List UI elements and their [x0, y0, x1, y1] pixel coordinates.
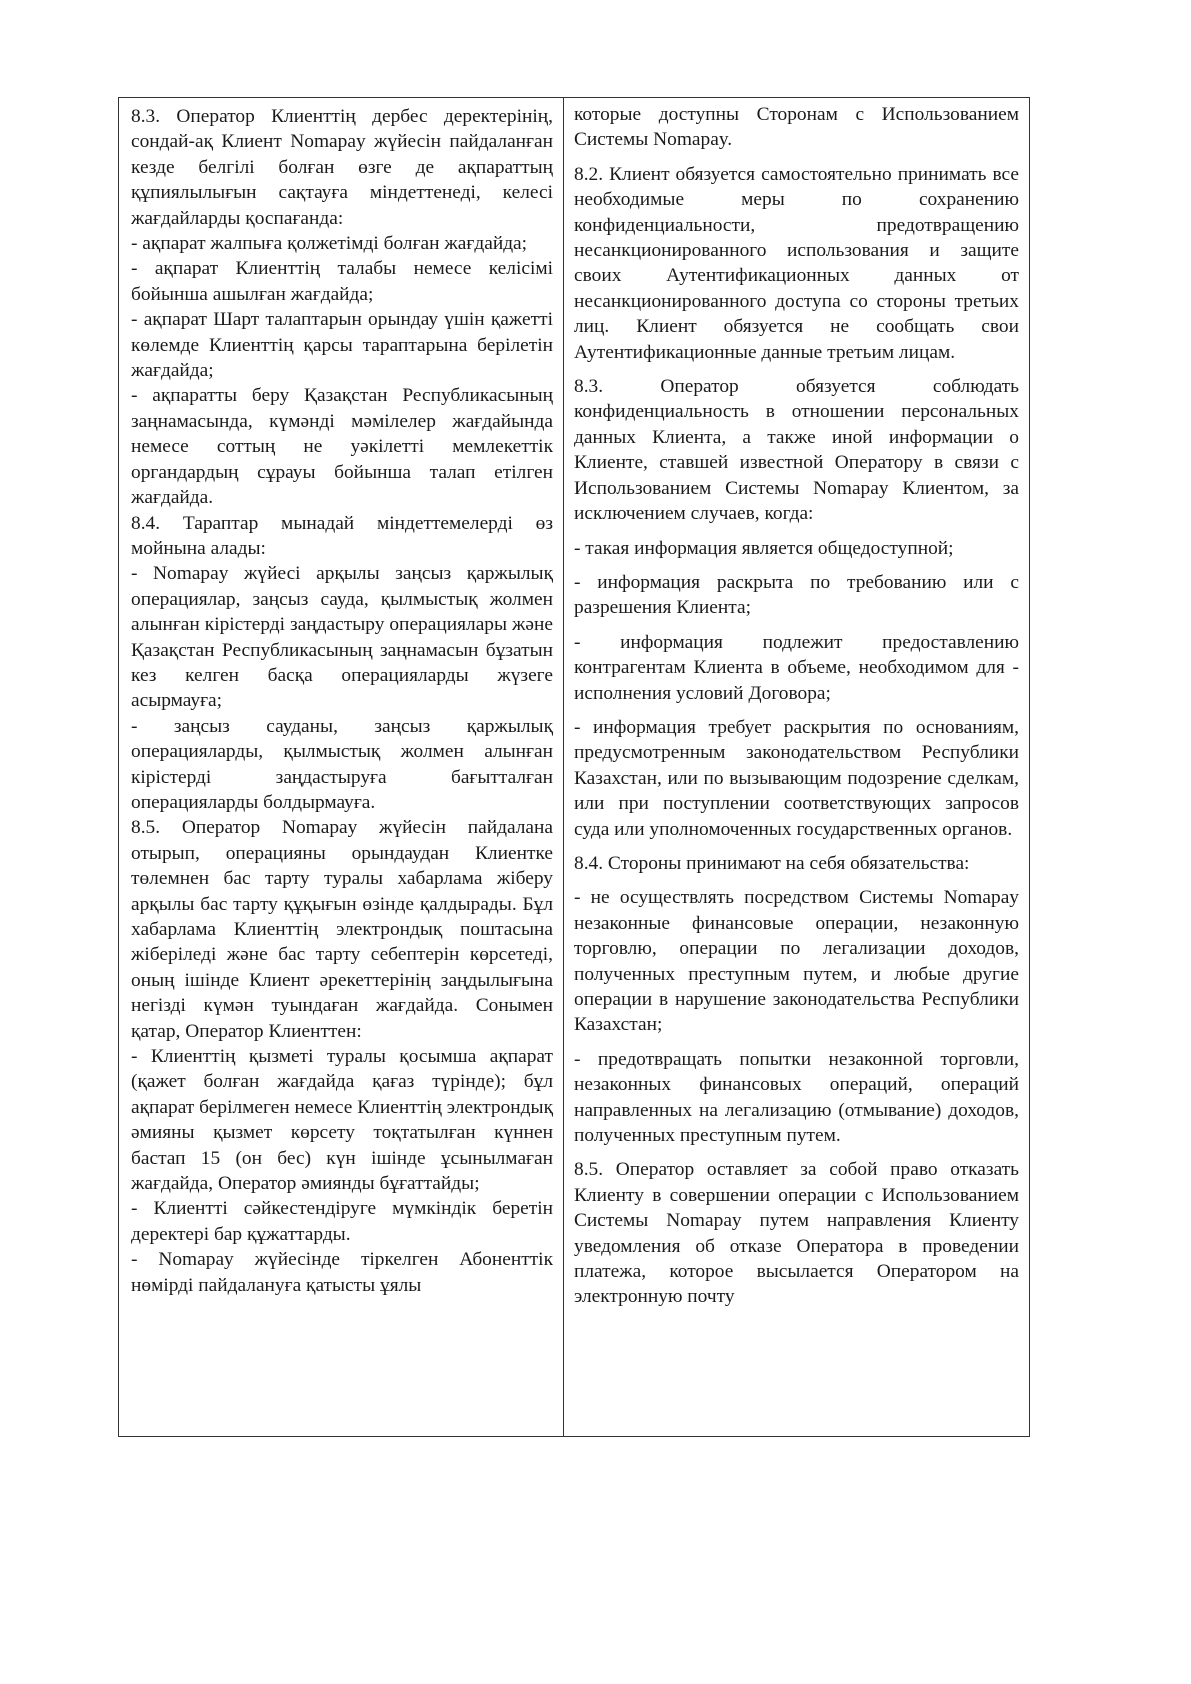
paragraph: - ақпарат Шарт талаптарын орындау үшін қажетті көлемде Клиенттің қарсы тараптарына берілетін жағдайда; [131, 309, 553, 382]
paragraph: - ақпаратты беру Қазақстан Республикасының заңнамасында, күмәнді мәмілелер жағдайында немесе соттың не уәкілетті мемлекеттік органдардың сұрауы бойынша талап етілген жағдайда. [131, 385, 553, 509]
paragraph: 8.2. Клиент обязуется самостоятельно принимать все необходимые меры по сохранению конфиденциальности, предотвращению несанкционированного использования и защите своих Аутентификационных данных от несанкционированного доступа со стороны третьих лиц. Клиент обязуется не сообщать свои Аутентификационные данные третьим лицам. [574, 163, 1019, 363]
paragraph: 8.5. Оператор оставляет за собой право отказать Клиенту в совершении операции с Использованием Системы Nomapay путем направления Клиенту уведомления об отказе Оператора в проведении платежа, которое высылается Оператором на электронную почту [574, 1159, 1019, 1308]
two-column-table [118, 97, 1030, 1437]
paragraph: - информация раскрыта по требованию или с разрешения Клиента; [574, 571, 1019, 619]
paragraph: 8.4. Стороны принимают на себя обязательства: [574, 852, 970, 874]
paragraph: - ақпарат Клиенттің талабы немесе келісімі бойынша ашылған жағдайда; [131, 258, 553, 305]
paragraph: 8.4. Тараптар мынадай міндеттемелерді өз мойнына алады: [131, 512, 553, 559]
paragraph: - Клиентті сәйкестендіруге мүмкіндік беретін деректері бар құжаттарды. [131, 1198, 553, 1245]
paragraph: - предотвращать попытки незаконной торговли, незаконных финансовых операций, операций направленных на легализацию (отмывание) доходов, полученных преступным путем. [574, 1048, 1019, 1147]
paragraph: которые доступны Сторонам с Использованием Системы Nomapay. [574, 104, 1019, 151]
paragraph: 8.3. Оператор обязуется соблюдать конфиденциальность в отношении персональных данных Клиента, а также иной информации о Клиенте, ставшей известной Оператору в связи с Использованием Системы Nomapay Клиентом, за исключением случаев, когда: [574, 376, 1019, 525]
paragraph: - заңсыз сауданы, заңсыз қаржылық операцияларды, қылмыстық жолмен алынған кірістерді заңдастыруға бағытталған операцияларды болдырмауға. [131, 715, 553, 813]
paragraph: - ақпарат жалпыға қолжетімді болған жағдайда; [131, 233, 528, 255]
paragraph: - такая информация является общедоступной; [574, 537, 954, 559]
paragraph: - информация требует раскрытия по основаниям, предусмотренным законодательством Республики Казахстан, или по вызывающим подозрение сделкам, или при поступлении соответствующих запросов суда или уполномоченных государственных органов. [574, 716, 1019, 840]
paragraph: - Клиенттің қызметі туралы қосымша ақпарат (қажет болған жағдайда қағаз түрінде); бұл ақпарат берілмеген немесе Клиенттің электрондық әмияны қызмет көрсету тоқтатылған күннен бастап 15 (он бес) күн ішінде ұсынылмаған жағдайда, Оператор әмиянды бұғаттайды; [131, 1046, 553, 1195]
paragraph: - Nomapay жүйесі арқылы заңсыз қаржылық операциялар, заңсыз сауда, қылмыстық жолмен алынған кірістерді заңдастыру операциялары және Қазақстан Республикасының заңнамасын бұзатын кез келген басқа операцияларды жүзеге асырмауға; [131, 563, 553, 712]
paragraph: 8.3. Оператор Клиенттің дербес деректерінің, сондай-ақ Клиент Nomapay жүйесін пайдаланған кезде белгілі болған өзге де ақпараттың құпиялылығын сақтауға міндеттенеді, келесі жағдайларды қоспағанда: [131, 106, 553, 229]
paragraph: - информация подлежит предоставлению контрагентам Клиента в объеме, необходимом для - исполнения условий Договора; [574, 631, 1019, 704]
russian-column [564, 98, 1029, 1436]
paragraph: - не осуществлять посредством Системы Nomapay незаконные финансовые операции, незаконную торговлю, операции по легализации доходов, полученных преступным путем, и любые другие операции в нарушение законодательства Республики Казахстан; [574, 887, 1019, 1036]
paragraph: - Nomapay жүйесінде тіркелген Абоненттік нөмірді пайдалануға қатысты ұялы [131, 1249, 553, 1296]
paragraph: 8.5. Оператор Nomapay жүйесін пайдалана отырып, операцияны орындаудан Клиентке төлемнен бас тарту туралы хабарлама жіберу арқылы бас тарту құқығын өзінде қалдырады. Бұл хабарлама Клиенттің электрондық поштасына жіберіледі және бас тарту себептерін көрсетеді, оның ішінде Клиент әрекеттерінің заңдылығына негізді күмән туындаған жағдайда. Сонымен қатар, Оператор Клиенттен: [131, 817, 553, 1042]
kazakh-column [119, 98, 564, 1436]
